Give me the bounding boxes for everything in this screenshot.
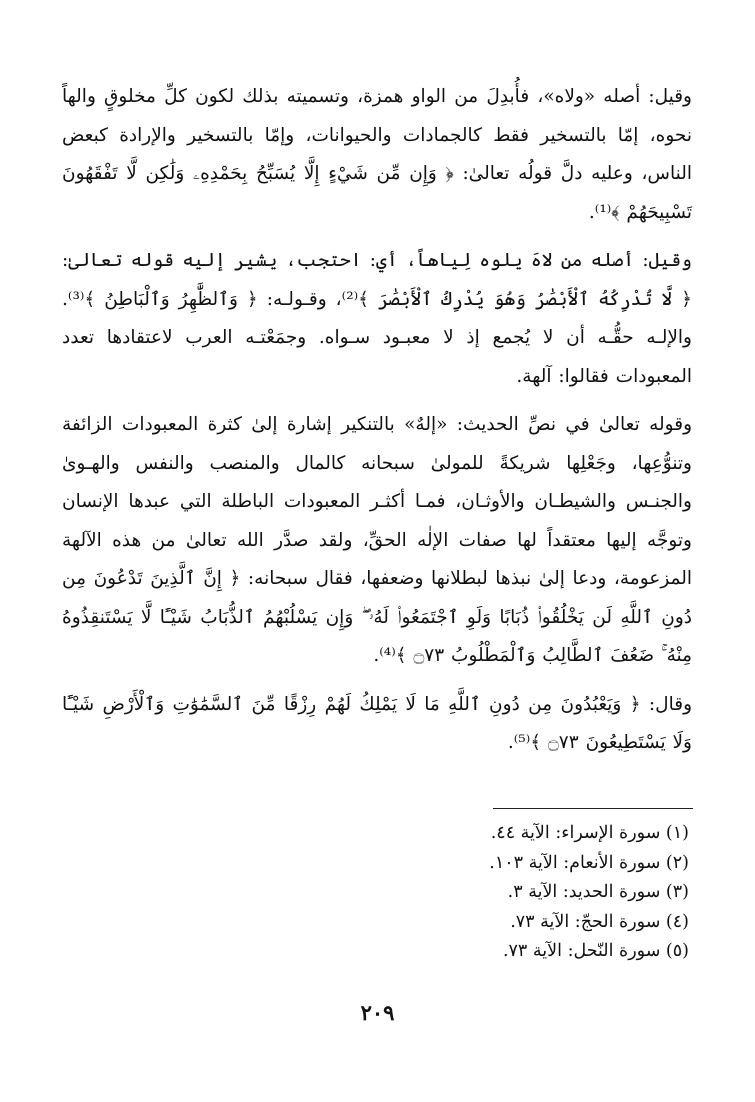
footnote-4: (٤) سورة الحجّ: الآية ٧٣.	[510, 911, 689, 932]
page-number: ٢٠٩	[360, 1000, 395, 1025]
footnote-divider	[493, 808, 693, 809]
footnote-list	[63, 819, 693, 967]
footnotes-section	[63, 808, 693, 967]
footnote-3: (٣) سورة الحديد: الآية ٣.	[507, 882, 689, 902]
footnote-2: (٢) سورة الأنعام: الآية ١٠٣.	[489, 852, 689, 873]
paragraph-quote-nahl: وقال: ﴿ وَيَعْبُدُونَ مِن دُونِ ٱللَّهِ مَا لَا يَمْلِكُ لَهُمْ رِزْقًا مِّنَ ٱلسَّمَٰوَٰتِ وَٱلْأَرْضِ شَيْـًٔا وَلَا يَسْتَطِيعُونَ ۝٧٣ ﴾⁽⁵⁾.	[62, 693, 692, 753]
paragraph-origin-walah: وقيل: أصله «ولاه»، فأُبدِلَ من الواو همزة، وتسميته بذلك لكون كلِّ مخلوقٍ والهاً نحوه، إمّا بالتسخير فقط كالجمادات والحيوانات، وإمّا بالتسخير والإرادة كبعض الناس، وعليه دلَّ قولُه تعالىٰ: ﴿ وَإِن مِّن شَيْءٍ إِلَّا يُسَبِّحُ بِحَمْدِهِۦ وَلَٰكِن لَّا تَفْقَهُونَ تَسْبِيحَهُمْ ﴾⁽¹⁾.	[62, 86, 692, 223]
footnote-5: (٥) سورة النّحل: الآية ٧٣.	[502, 941, 689, 961]
paragraph-origin-lah: وقيل: أصله من لاهَ يلوه لِياهاً، أي: احتجب، يشير إليه قوله تعالىٰ: ﴿ لَّا تُدْرِكُهُ ٱلْأَبْصَٰرُ وَهُوَ يُدْرِكُ ٱلْأَبْصَٰرَ ﴾⁽²⁾، وقـولـه: ﴿ وَٱلظَّٰهِرُ وَٱلْبَاطِنُ ﴾⁽³⁾. والإلـه حقُّـه أن لا يُجمع إذ لا معبـود سـواه. وجمَعْتـه العرب لاعتقادها تعدد المعبودات فقالوا: آلهة.	[62, 250, 692, 387]
footnote-1: (١) سورة الإسراء: الآية ٤٤.	[490, 823, 689, 843]
page-body	[62, 78, 692, 763]
paragraph-hadith-ilah: وقوله تعالىٰ في نصِّ الحديث: «إلهٌ» بالتنكير إشارة إلىٰ كثرة المعبودات الزائفة وتنوُّعِها، وجَعْلِها شريكةً للمولىٰ سبحانه كالمال والمنصب والنفس والهـوىٰ والجنـس والشيطـان والأوثـان، فمـا أكثـر المعبودات الباطلة التي عبدها الإنسان وتوجَّه إليها معتقداً لها صفات الإلٰه الحقِّ، ولقد صدَّر الله تعالىٰ من هذه الآلهة المزعومة، ودعا إلىٰ نبذها لبطلانها وضعفها، فقال سبحانه: ﴿ إِنَّ ٱلَّذِينَ تَدْعُونَ مِن دُونِ ٱللَّهِ لَن يَخْلُقُوا۟ ذُبَابًا وَلَوِ ٱجْتَمَعُوا۟ لَهُۥ ۖ وَإِن يَسْلُبْهُمُ ٱلذُّبَابُ شَيْـًٔا لَّا يَسْتَنقِذُوهُ مِنْهُ ۚ ضَعُفَ ٱلطَّالِبُ وَٱلْمَطْلُوبُ ۝٧٣ ﴾⁽⁴⁾.	[62, 414, 692, 666]
